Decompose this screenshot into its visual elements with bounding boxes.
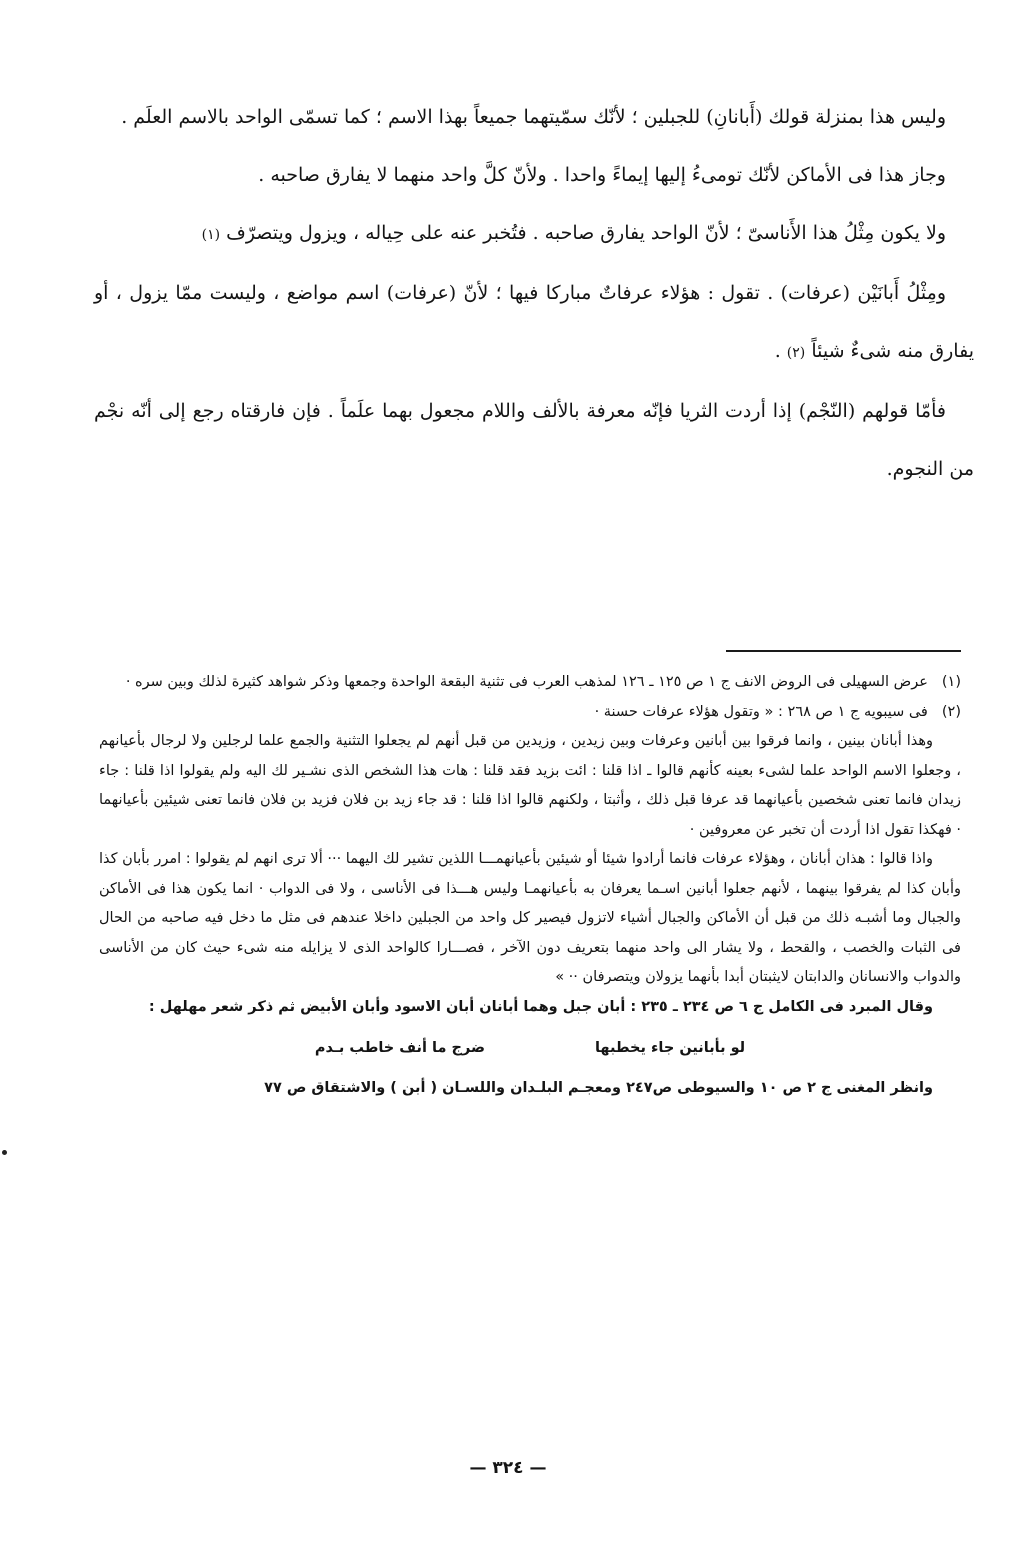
main-paragraph-3-text: ولا يكون مِثْلُ هذا الأَناسىّ ؛ لأنّ الواحد يفارق صاحبه . فتُخبر عنه على حِياله ، ويزول ويتصرّف xyxy=(226,222,946,244)
main-paragraph-5 xyxy=(94,382,974,498)
quote-sibawayh-part-2: واذا قالوا : هذان أبانان ، وهؤلاء عرفات فانما أرادوا شيئا أو شيئين بأعيانهمـــا اللذين تشير لك اليهما ··· ألا ترى انهم لم يقولوا : امرر بأبان كذا وأبان كذا لم يفرقوا بينهما ، لأنهم جعلوا أبانين اسـما يعرفان به بأعيانهمـا وليس هـــذا فى الأناسى ، ولا فى الدواب · انما يكون هذا فى الأماكن والجبال وما أشبـه ذلك من قبل أن الأماكن والجبال أشياء لاتزول فيصير كل واحد من الجبلين داخلا عندهم فى مثل ما دخل فيه صاحبه من الحال فى الثبات والخصب ، والقحط ، ولا يشار الى واحد منهما بتعريف دون الآخر ، فصـــارا كالواحد الذى لا يزايله منه شىء حيث كان من الأناسى والدواب والانسانان والدابتان لايثبتان أبدا بأنهما يزولان ويتصرفان ·· » xyxy=(99,851,961,985)
footnote-1-number: (١) xyxy=(941,674,961,690)
main-paragraph-4-text: ومِثْلُ أَبانَيْن (عرفات) . تقول : هؤلاء عرفاتٌ مباركا فيها ؛ لأنّ (عرفات) اسم مواضع ، وليست ممّا يزول ، أو يفارق منه شىءٌ شيئاً xyxy=(94,282,974,362)
main-text-block xyxy=(94,88,974,498)
footnote-2-text: فى سيبويه ج ١ ص ٢٦٨ : « وتقول هؤلاء عرفات حسنة · xyxy=(594,703,928,720)
main-paragraph-2-text: وجاز هذا فى الأماكن لأنّك تومىءُ إليها إيماءً واحدا . ولأنّ كلَّ واحد منهما لا يفارق صاحبه . xyxy=(258,164,946,186)
footnote-1 xyxy=(99,668,961,698)
main-paragraph-1 xyxy=(94,88,974,146)
footnote-2 xyxy=(99,698,961,728)
footnote-separator-rule xyxy=(726,650,961,652)
verse-second-hemistich: ضرج ما أنف خاطب بـدم xyxy=(314,1040,485,1056)
page-number: — ٣٢٤ — xyxy=(469,1458,547,1478)
main-paragraph-3 xyxy=(94,204,974,264)
margin-dot xyxy=(2,1150,7,1155)
footnote-2-number: (٢) xyxy=(941,703,961,720)
verse-first-hemistich: لو بأبانين جاء يخطبها xyxy=(594,1040,746,1056)
further-references: وانظر المغنى ج ٢ ص ١٠ والسيوطى ص٢٤٧ ومعجـم البلـدان واللسـان ( أبن ) والاشتقاق ص ٧٧ xyxy=(264,1079,933,1096)
poetry-verse xyxy=(99,1034,961,1064)
footnote-ref-2: (٢) xyxy=(786,345,806,361)
quote-sibawayh-part-1: وهذا أبانان بينين ، وانما فرقوا بين أبانين وعرفات وبين زيدين ، وزيدين من قبل أنهم لم يجعلوا التثنية والجمع علما لرجلين ولا لرجال بأعيانهم ، وجعلوا الاسم الواحد علما لشىء بعينه كأنهم قالوا ـ اذا قلنا : ائت بزيد فقد قلنا : هات هذا الشخص الذى نشـير لك اليه ولم يقولوا اذا قلنا : جاء زيدان فانما تعنى شخصين بأعيانهما قد عرفا قبل ذلك ، وأثبتا ، ولكنهم قالوا اذا قلنا : قد جاء زيد بن فلان فزيد بن فلان فانما تعنى شيئين بأعيانهما · فهكذا تقول اذا أردت أن تخبر عن معروفين · xyxy=(99,733,961,838)
main-paragraph-5-text: فأمّا قولهم (النّجْم) إذا أردت الثريا فإنّه معرفة بالألف واللام مجعول بهما علَماً . فإن فارقتاه رجع إلى أنّه نجْم من النجوم. xyxy=(94,400,974,480)
footnotes-block xyxy=(99,668,961,1103)
quote-mubarrad: وقال المبرد فى الكامل ج ٦ ص ٢٣٤ ـ ٢٣٥ : أبان جبل وهما أبانان أبان الاسود وأبان الأبيض ثم ذكر شعر مهلهل : xyxy=(148,998,933,1015)
footnote-ref-1: (١) xyxy=(201,227,221,243)
main-paragraph-2 xyxy=(94,146,974,204)
main-paragraph-4: ومِثْلُ أَبانَيْن (عرفات) . تقول : هؤلاء عرفاتٌ مباركا فيها ؛ لأنّ (عرفات) اسم مواضع ، وليست ممّا يزول ، أو يفارق منه شىءٌ شيئاً (٢) . xyxy=(94,282,974,362)
footnote-1-text: عرض السهيلى فى الروض الانف ج ١ ص ١٢٥ ـ ١٢٦ لمذهب العرب فى تثنية البقعة الواحدة وجمعها وذكر شواهد كثيرة لذلك وبين سره · xyxy=(125,674,928,690)
main-paragraph-1-text: وليس هذا بمنزلة قولك (أَبانانِ) للجبلين ؛ لأنّك سمّيتهما جميعاً بهذا الاسم ؛ كما تسمّى الواحد بالاسم العلَم . xyxy=(121,106,946,128)
